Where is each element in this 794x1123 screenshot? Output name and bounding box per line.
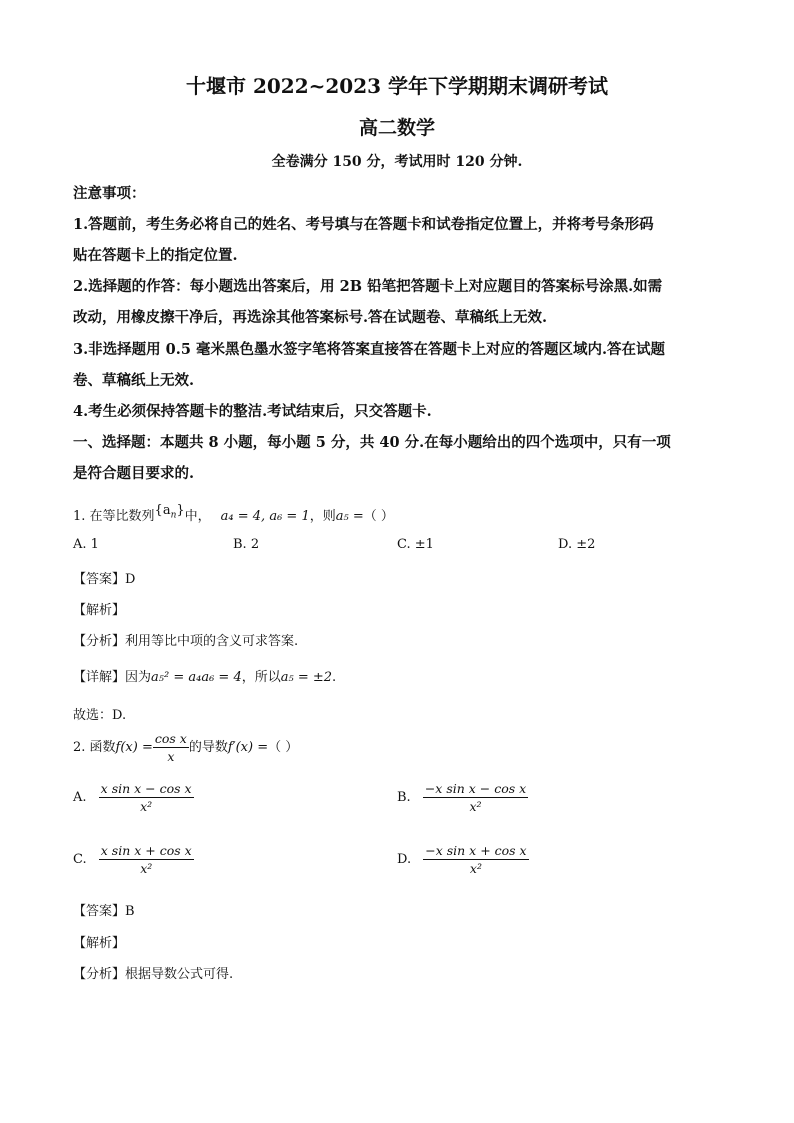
q1-detail-expr: a₅² = a₄a₆ = 4 <box>151 670 242 685</box>
q1-detail: 【详解】因为a₅² = a₄a₆ = 4，所以a₅ = ±2. <box>73 670 337 685</box>
notice-heading: 注意事项： <box>73 185 146 202</box>
exam-meta: 全卷满分 150 分，考试用时 120 分钟. <box>271 154 523 170</box>
q2-fraction: $\frac{\text{cos x}}{x}$ <box>154 731 187 764</box>
notice-item-3-line-2: 卷、草稿纸上无效. <box>73 372 195 389</box>
q2-option-c: C. $\frac{\text{x sin x + cos x}}{\text{x²}}$ <box>73 843 192 876</box>
notice-item-3-line-1: 3.非选择题用 0.5 毫米黑色墨水签字笔将答案直接答在答题卡上对应的答题区域内.答在试题 <box>73 341 666 358</box>
q2-fenxi: 【分析】根据导数公式可得. <box>73 967 234 982</box>
q1-option-b: B. 2 <box>233 537 260 552</box>
question-1-stem <box>73 505 394 527</box>
subject-title: 高二数学 <box>358 117 435 139</box>
q2-option-b: B. $\frac{\text{−x sin x − cos x}}{\text{x²}}$ <box>397 781 527 814</box>
q1-analysis-tag: 【解析】 <box>73 603 126 618</box>
q2-paren: （ ） <box>268 740 299 755</box>
question-2-stem <box>73 731 298 764</box>
q1-option-a: A. 1 <box>73 537 99 552</box>
q1-option-c: C. ±1 <box>397 537 434 552</box>
q1-then: ，则 <box>309 509 336 524</box>
section-1-line-2: 是符合题目要求的. <box>73 465 195 482</box>
q1-prefix: 1. 在等比数列 <box>73 509 155 524</box>
q2-analysis-tag: 【解析】 <box>73 936 126 951</box>
section-1-line-1: 一、选择题：本题共 8 小题，每小题 5 分，共 40 分.在每小题给出的四个选项中，只有一项 <box>73 434 671 451</box>
notice-item-2-line-2: 改动，用橡皮擦干净后，再选涂其他答案标号.答在试题卷、草稿纸上无效. <box>73 309 548 326</box>
q2-mid: 的导数 <box>188 740 228 755</box>
q1-detail-result: a₅ = ±2 <box>280 670 333 685</box>
q2-option-d: D. $\frac{\text{−x sin x + cos x}}{\text{x²}}$ <box>397 843 527 876</box>
q2-prefix: 2. 函数 <box>73 740 116 755</box>
q1-sequence: $\{a_n\}$ <box>154 503 185 521</box>
q1-fenxi: 【分析】利用等比中项的含义可求答案. <box>73 634 299 649</box>
q1-condition: a₄ = 4, a₆ = 1 <box>220 509 310 524</box>
q1-paren: （ ） <box>363 509 394 524</box>
notice-item-2-line-1: 2.选择题的作答：每小题选出答案后，用 2B 铅笔把答题卡上对应题目的答案标号涂黑.如需 <box>73 278 663 295</box>
q1-answer: 【答案】D <box>73 572 136 587</box>
q1-option-d: D. ±2 <box>558 537 596 552</box>
notice-item-1-line-2: 贴在答题卡上的指定位置. <box>73 247 238 264</box>
q1-conclusion: 故选：D. <box>73 708 127 723</box>
notice-item-4: 4.考生必须保持答题卡的整洁.考试结束后，只交答题卡. <box>73 403 432 420</box>
q2-option-a: A. $\frac{\text{x sin x − cos x}}{\text{x²}}$ <box>73 781 192 814</box>
q2-fx: f(x) = <box>115 740 153 755</box>
q2-answer: 【答案】B <box>73 904 135 919</box>
q1-target: a₅ = <box>335 509 364 524</box>
q2-fprime: f′(x) = <box>227 740 269 755</box>
notice-item-1-line-1: 1.答题前，考生务必将自己的姓名、考号填与在答题卡和试卷指定位置上，并将考号条形码 <box>73 216 654 233</box>
q1-mid: 中， <box>184 509 211 524</box>
exam-title: 十堰市 2022~2023 学年下学期期末调研考试 <box>185 74 608 98</box>
